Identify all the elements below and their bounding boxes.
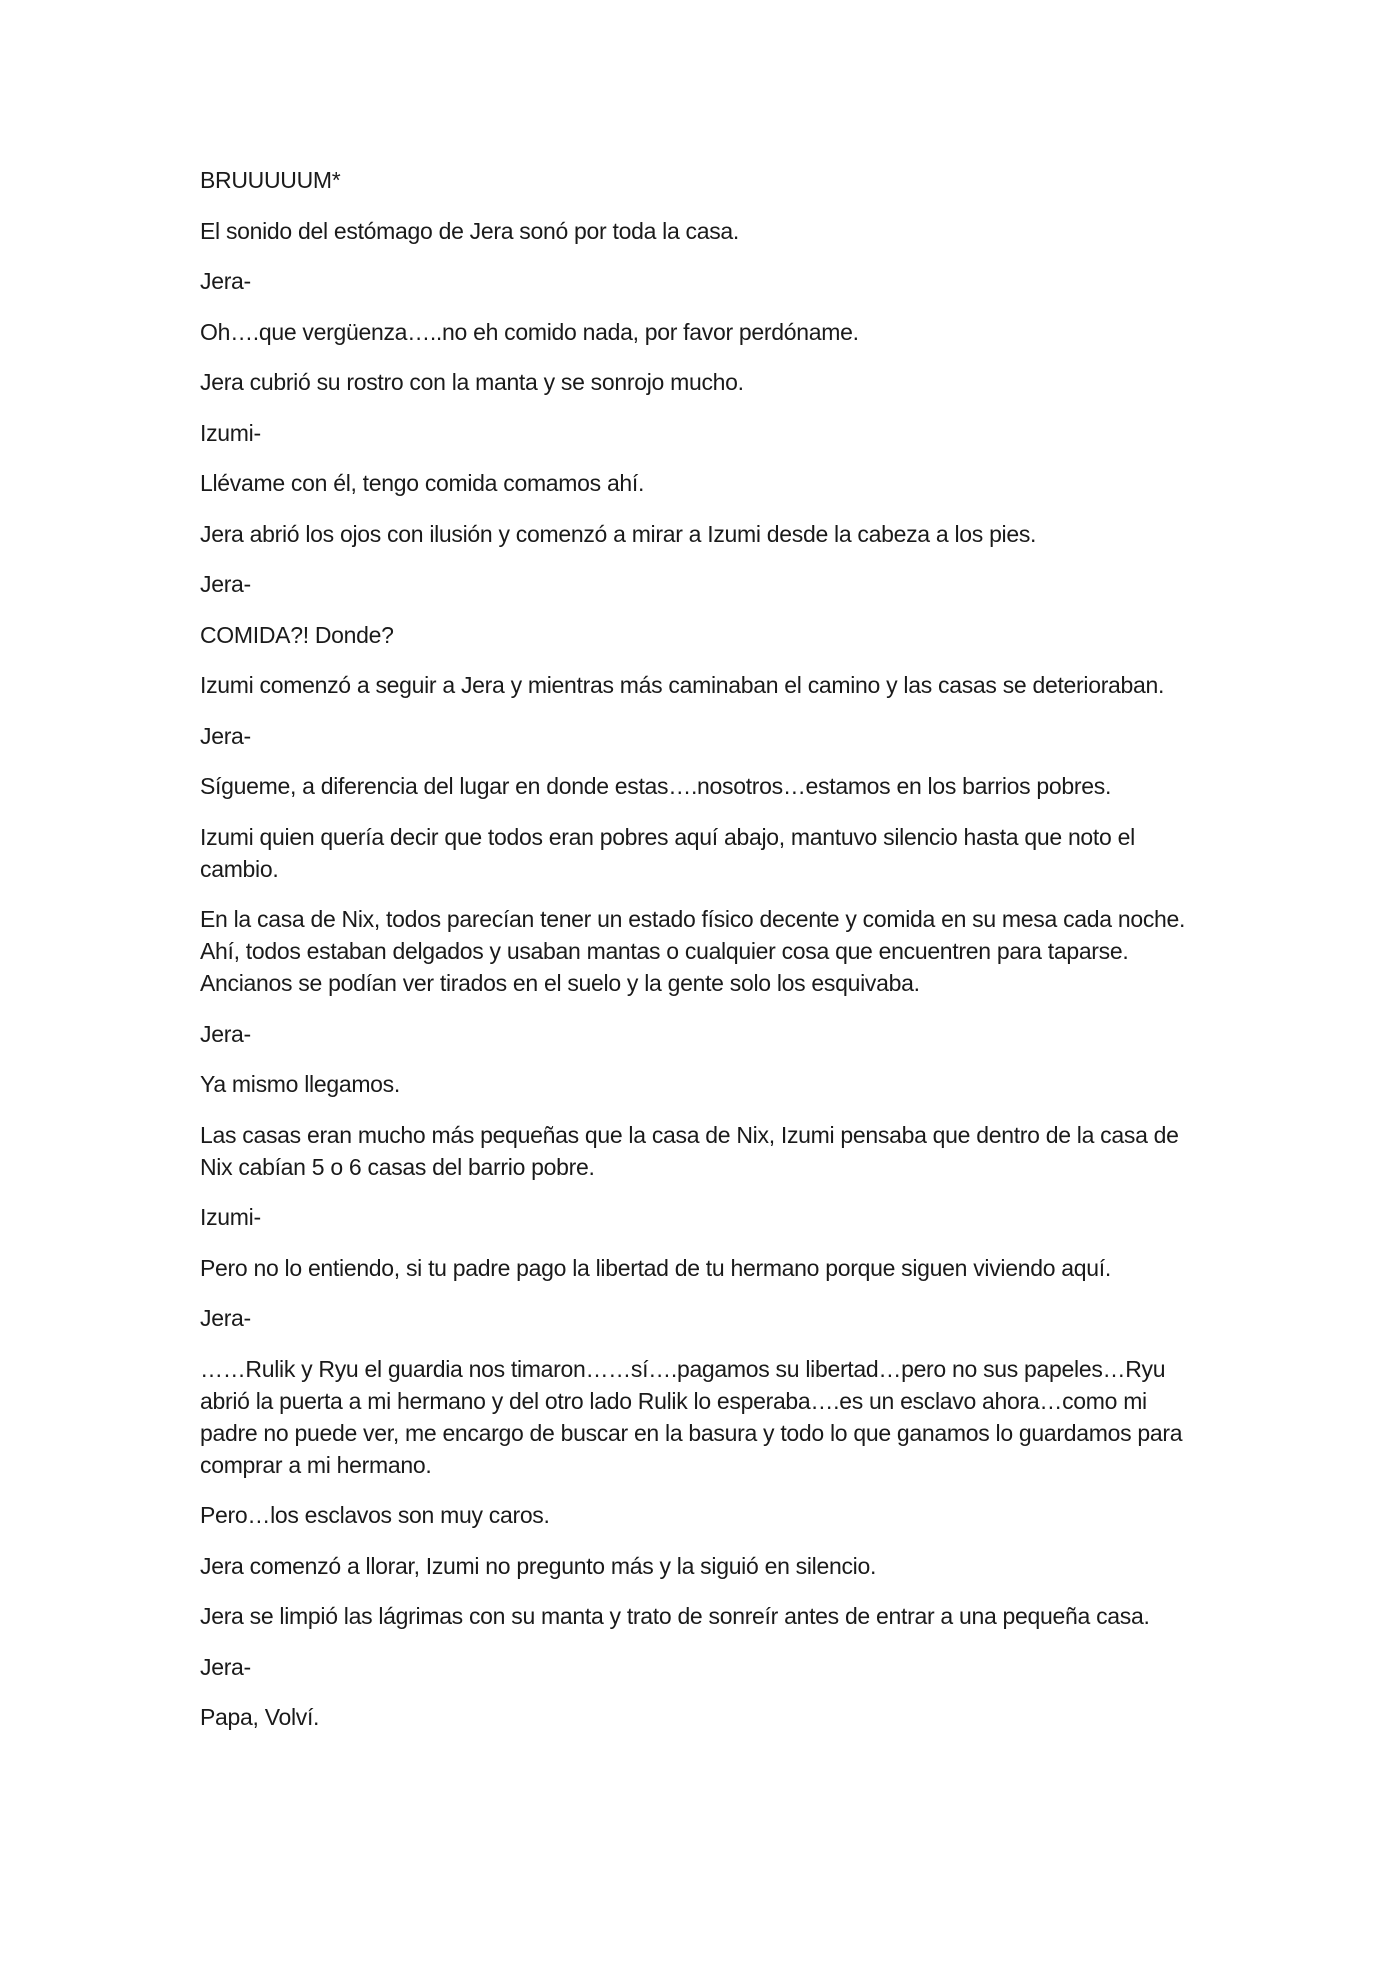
paragraph: Sígueme, a diferencia del lugar en donde estas….nosotros…estamos en los barrios pobres. [200,773,1112,799]
paragraph: Jera comenzó a llorar, Izumi no pregunto más y la siguió en silencio. [200,1552,877,1579]
paragraph: Jera- [200,1020,251,1047]
paragraph: Pero no lo entiendo, si tu padre pago la libertad de tu hermano porque siguen viviendo aquí. [200,1254,1111,1281]
paragraph: Jera- [200,571,251,597]
paragraph: BRUUUUUM* [200,167,341,193]
paragraph: Papa, Volví. [200,1704,320,1730]
paragraph: Izumi comenzó a seguir a Jera y mientras más caminaban el camino y las casas se deterioraban. [200,672,1165,698]
paragraph: En la casa de Nix, todos parecían tener un estado físico decente y comida en su mesa cada noche. Ahí, todos estaban delgados y usaban mantas o cualquier cosa que encuentren para taparse. Ancianos se podían ver tirados en el suelo y la gente solo los esquivaba. [200,906,1186,996]
paragraph: Jera- [200,268,251,294]
paragraph: El sonido del estómago de Jera sonó por toda la casa. [200,217,740,244]
paragraph: Jera abrió los ojos con ilusión y comenzó a mirar a Izumi desde la cabeza a los pies. [200,520,1037,547]
paragraph: Izumi- [200,419,261,446]
paragraph: Llévame con él, tengo comida comamos ahí. [200,470,645,496]
paragraph: COMIDA?! Donde? [200,621,394,648]
paragraph: Izumi- [200,1204,261,1230]
paragraph: Jera- [200,722,251,749]
paragraph: ……Rulik y Ryu el guardia nos timaron……sí….pagamos su libertad…pero no sus papeles…Ryu abrió la puerta a mi hermano y del otro lado Rulik lo esperaba….es un esclavo ahora…como mi padre no puede ver, me encargo de buscar en la basura y todo lo que ganamos lo guardamos para comprar a mi hermano. [200,1355,1183,1478]
paragraph: Jera- [200,1305,251,1331]
paragraph: Las casas eran mucho más pequeñas que la casa de Nix, Izumi pensaba que dentro de la casa de Nix cabían 5 o 6 casas del barrio pobre. [200,1121,1179,1180]
paragraph: Jera- [200,1653,251,1680]
paragraph: Oh….que vergüenza…..no eh comido nada, por favor perdóname. [200,318,859,345]
paragraph: Ya mismo llegamos. [200,1071,400,1097]
paragraph: Pero…los esclavos son muy caros. [200,1502,550,1528]
paragraph: Izumi quien quería decir que todos eran pobres aquí abajo, mantuvo silencio hasta que noto el cambio. [200,823,1135,882]
paragraph: Jera cubrió su rostro con la manta y se sonrojo mucho. [200,369,744,395]
document-body [200,164,1200,1752]
paragraph: Jera se limpió las lágrimas con su manta y trato de sonreír antes de entrar a una pequeña casa. [200,1603,1150,1629]
